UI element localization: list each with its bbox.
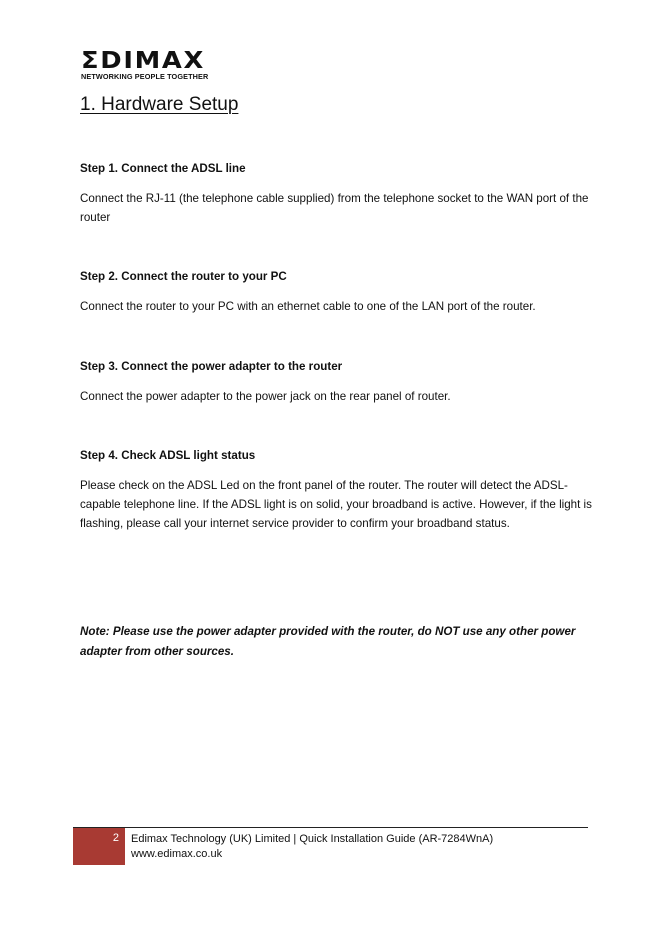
step-2-body: Connect the router to your PC with an ethernet cable to one of the LAN port of the router. — [80, 300, 536, 313]
footer-website: www.edimax.co.uk — [131, 848, 223, 860]
step-1-heading: Step 1. Connect the ADSL line — [80, 162, 246, 175]
footer-page-box — [73, 828, 125, 865]
footer-divider — [73, 827, 588, 828]
footer-info — [131, 832, 493, 862]
footer-company-guide: Edimax Technology (UK) Limited | Quick Installation Guide (AR-7284WnA) — [131, 833, 494, 845]
logo-tagline: NETWORKING PEOPLE TOGETHER — [81, 72, 209, 81]
logo-wordmark: ΣDIMAX — [81, 48, 206, 74]
edimax-logo — [81, 50, 221, 82]
power-adapter-note: Note: Please use the power adapter provided with the router, do NOT use any other power adapter from other sources. — [80, 625, 576, 658]
step-4-heading: Step 4. Check ADSL light status — [80, 449, 256, 462]
step-4-body: Please check on the ADSL Led on the front panel of the router. The router will detect the ADSL-capable telephone line. If the ADSL light is on solid, your broadband is active. However, if the light is flashing, please call your internet service provider to confirm your broadband status. — [80, 479, 592, 530]
page-title: 1. Hardware Setup — [80, 94, 239, 115]
page-number: 2 — [112, 832, 119, 844]
step-3-body: Connect the power adapter to the power jack on the rear panel of router. — [80, 390, 451, 403]
step-2-heading: Step 2. Connect the router to your PC — [80, 270, 287, 283]
step-1-body: Connect the RJ-11 (the telephone cable supplied) from the telephone socket to the WAN port of the router — [80, 192, 589, 224]
step-3-heading: Step 3. Connect the power adapter to the router — [80, 360, 343, 373]
